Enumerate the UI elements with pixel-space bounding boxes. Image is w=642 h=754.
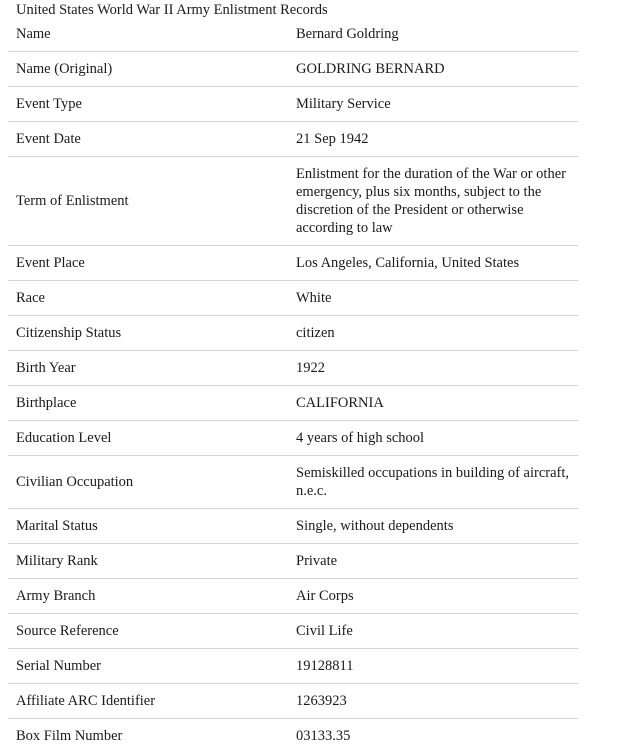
field-value: Los Angeles, California, United States [288,246,578,281]
table-row-marital-status [8,509,578,544]
field-label: Race [8,281,288,316]
table-row-source-reference [8,614,578,649]
field-label: Source Reference [8,614,288,649]
field-label: Affiliate ARC Identifier [8,684,288,719]
record-title: United States World War II Army Enlistment Records [16,2,328,18]
table-row-birth-year [8,351,578,386]
field-value: 03133.35 [296,728,351,744]
field-value: 21 Sep 1942 [288,122,578,157]
table-row-affiliate-arc-identifier [8,684,578,719]
field-label: Military Rank [8,544,288,579]
field-label: Civilian Occupation [8,456,288,509]
table-row-race [8,281,578,316]
table-row-name [8,17,578,52]
field-label: Army Branch [8,579,288,614]
field-label: Name [8,17,288,52]
field-label: Serial Number [8,649,288,684]
table-row-name-original [8,52,578,87]
field-label: Event Place [8,246,288,281]
table-row-event-place [8,246,578,281]
record-table [8,17,578,753]
table-row-education-level [8,421,578,456]
field-label: Birthplace [8,386,288,421]
field-value: citizen [288,316,578,351]
field-label: Citizenship Status [8,316,288,351]
field-value: Civil Life [288,614,578,649]
field-value: Bernard Goldring [288,17,578,52]
table-row-military-rank [8,544,578,579]
field-label: Box Film Number [16,728,123,744]
field-label: Event Type [8,87,288,122]
table-row-serial-number [8,649,578,684]
field-value: 4 years of high school [288,421,578,456]
field-value: 1263923 [288,684,578,719]
field-value: GOLDRING BERNARD [288,52,578,87]
field-value: Military Service [288,87,578,122]
field-value: Air Corps [288,579,578,614]
table-row-box-film-number [8,719,578,754]
field-value: Semiskilled occupations in building of aircraft, n.e.c. [288,456,578,509]
table-row-event-date [8,122,578,157]
field-label: Birth Year [8,351,288,386]
field-label: Name (Original) [8,52,288,87]
field-label: Term of Enlistment [8,157,288,246]
table-row-citizenship-status [8,316,578,351]
field-value: Single, without dependents [288,509,578,544]
field-value: CALIFORNIA [288,386,578,421]
table-row-event-type [8,87,578,122]
table-row-term-of-enlistment [8,157,578,246]
field-label: Education Level [8,421,288,456]
field-label: Marital Status [8,509,288,544]
table-row-army-branch [8,579,578,614]
field-value: Enlistment for the duration of the War or other emergency, plus six months, subject to the discretion of the President or otherwise according to law [288,157,578,246]
table-row-birthplace [8,386,578,421]
field-value: White [288,281,578,316]
field-value: Private [288,544,578,579]
field-value: 1922 [288,351,578,386]
field-label: Event Date [8,122,288,157]
table-row-civilian-occupation [8,456,578,509]
field-value: 19128811 [288,649,578,684]
